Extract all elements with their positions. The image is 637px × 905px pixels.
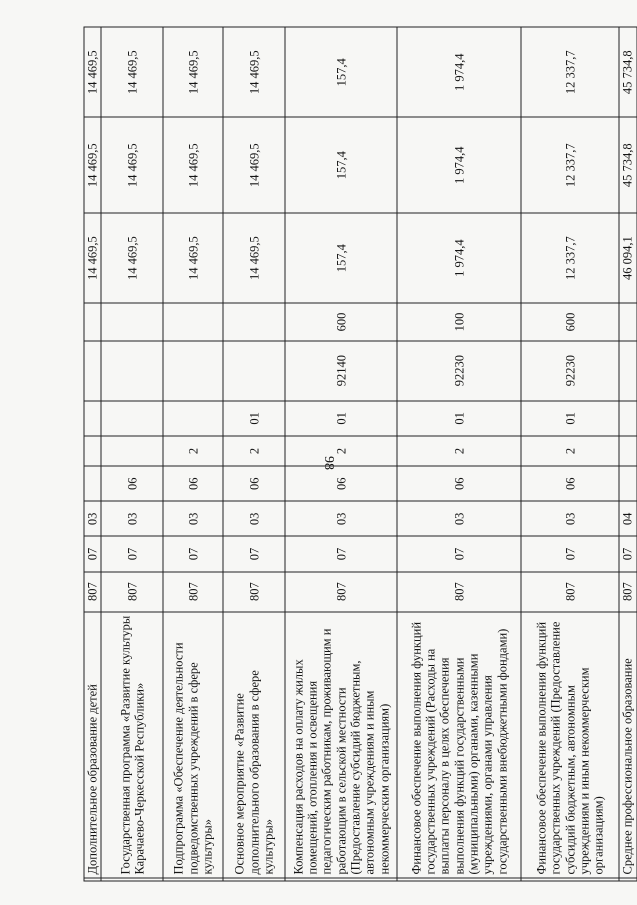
budget-table-container bbox=[84, 27, 635, 882]
cell-v2: 14 469,5 bbox=[163, 118, 223, 213]
cell-c1: 807 bbox=[619, 572, 636, 612]
cell-c6 bbox=[619, 401, 636, 436]
cell-v3: 157,4 bbox=[285, 27, 397, 118]
table-row bbox=[397, 27, 521, 881]
cell-c1: 807 bbox=[521, 572, 619, 612]
cell-v2: 14 469,5 bbox=[84, 118, 101, 213]
cell-c1: 807 bbox=[163, 572, 223, 612]
cell-c2: 07 bbox=[521, 536, 619, 571]
page-number: 98 bbox=[321, 456, 336, 470]
cell-c6: 01 bbox=[285, 401, 397, 436]
cell-c2: 07 bbox=[163, 536, 223, 571]
cell-c6 bbox=[84, 401, 101, 436]
cell-c3: 03 bbox=[101, 501, 163, 536]
cell-v3: 14 469,5 bbox=[84, 27, 101, 118]
cell-c1: 807 bbox=[84, 572, 101, 612]
cell-c2: 07 bbox=[397, 536, 521, 571]
table-margin-cell bbox=[223, 878, 285, 881]
cell-c7 bbox=[101, 341, 163, 401]
cell-c8: 600 bbox=[521, 303, 619, 340]
cell-c7: 92230 bbox=[521, 341, 619, 401]
cell-c2: 07 bbox=[223, 536, 285, 571]
cell-c4 bbox=[619, 466, 636, 501]
cell-v1: 14 469,5 bbox=[84, 213, 101, 303]
table-row bbox=[223, 27, 285, 881]
cell-c7: 92140 bbox=[285, 341, 397, 401]
cell-c8 bbox=[223, 303, 285, 340]
cell-v1: 46 094,1 bbox=[619, 213, 636, 303]
cell-c7 bbox=[619, 341, 636, 401]
table-margin-cell bbox=[84, 878, 101, 881]
cell-v2: 14 469,5 bbox=[223, 118, 285, 213]
table-row bbox=[285, 27, 397, 881]
cell-c5 bbox=[84, 436, 101, 466]
cell-c2: 07 bbox=[84, 536, 101, 571]
cell-c4: 06 bbox=[285, 466, 397, 501]
cell-c8 bbox=[84, 303, 101, 340]
cell-v1: 14 469,5 bbox=[223, 213, 285, 303]
item-name-cell: Дополнительное образование детей bbox=[84, 612, 101, 878]
cell-c5: 2 bbox=[521, 436, 619, 466]
item-name-cell: Финансовое обеспечение выполнения функций государственных учреждений (Предоставление субсидий бюджетным, автономным учреждениям и иным некоммерческим организациям) bbox=[521, 612, 619, 878]
cell-v3: 45 734,8 bbox=[619, 27, 636, 118]
cell-c4 bbox=[84, 466, 101, 501]
cell-v1: 157,4 bbox=[285, 213, 397, 303]
cell-c7 bbox=[223, 341, 285, 401]
cell-c4: 06 bbox=[223, 466, 285, 501]
cell-v2: 12 337,7 bbox=[521, 118, 619, 213]
cell-c1: 807 bbox=[397, 572, 521, 612]
cell-c2: 07 bbox=[285, 536, 397, 571]
cell-c3: 03 bbox=[521, 501, 619, 536]
cell-c4: 06 bbox=[397, 466, 521, 501]
cell-c7: 92230 bbox=[397, 341, 521, 401]
cell-v2: 45 734,8 bbox=[619, 118, 636, 213]
cell-c1: 807 bbox=[101, 572, 163, 612]
cell-v1: 1 974,4 bbox=[397, 213, 521, 303]
cell-v2: 157,4 bbox=[285, 118, 397, 213]
cell-v3: 12 337,7 bbox=[521, 27, 619, 118]
cell-c5 bbox=[619, 436, 636, 466]
table-row bbox=[101, 27, 163, 881]
cell-v1: 14 469,5 bbox=[101, 213, 163, 303]
cell-c8: 600 bbox=[285, 303, 397, 340]
cell-c4: 06 bbox=[101, 466, 163, 501]
budget-table bbox=[84, 27, 637, 882]
cell-v1: 14 469,5 bbox=[163, 213, 223, 303]
cell-v3: 14 469,5 bbox=[223, 27, 285, 118]
cell-c6: 01 bbox=[397, 401, 521, 436]
table-row bbox=[84, 27, 101, 881]
cell-c3: 04 bbox=[619, 501, 636, 536]
cell-c6: 01 bbox=[223, 401, 285, 436]
cell-c5 bbox=[101, 436, 163, 466]
cell-c4: 06 bbox=[521, 466, 619, 501]
item-name-cell: Компенсация расходов на оплату жилых помещений, отопления и освещения педагогическим работникам, проживающим и работающим в сельской местности (Предоставление субсидий бюджетным, автономным учреждениям и иным некоммерческим организациям) bbox=[285, 612, 397, 878]
cell-c8: 100 bbox=[397, 303, 521, 340]
table-margin-cell bbox=[521, 878, 619, 881]
cell-c7 bbox=[163, 341, 223, 401]
cell-c3: 03 bbox=[223, 501, 285, 536]
cell-c3: 03 bbox=[163, 501, 223, 536]
cell-c5: 2 bbox=[223, 436, 285, 466]
table-row bbox=[619, 27, 636, 881]
cell-v2: 1 974,4 bbox=[397, 118, 521, 213]
cell-c5: 2 bbox=[163, 436, 223, 466]
item-name-cell: Основное мероприятие «Развитие дополнительного образования в сфере культуры» bbox=[223, 612, 285, 878]
cell-c2: 07 bbox=[101, 536, 163, 571]
cell-c6: 01 bbox=[521, 401, 619, 436]
table-margin-cell bbox=[397, 878, 521, 881]
cell-v1: 12 337,7 bbox=[521, 213, 619, 303]
cell-c8 bbox=[101, 303, 163, 340]
table-margin-cell bbox=[285, 878, 397, 881]
item-name-cell: Подпрограмма «Обеспечение деятельности подведомственных учреждений в сфере культуры» bbox=[163, 612, 223, 878]
cell-c1: 807 bbox=[223, 572, 285, 612]
cell-c3: 03 bbox=[397, 501, 521, 536]
cell-v2: 14 469,5 bbox=[101, 118, 163, 213]
item-name-cell: Финансовое обеспечение выполнения функций государственных учреждений (Расходы на выплаты персоналу в целях обеспечения выполнения функций государственными (муниципальными) органами, казенными учреждениями, органами управления государственными внебюджетными фондами) bbox=[397, 612, 521, 878]
cell-v3: 14 469,5 bbox=[163, 27, 223, 118]
cell-v3: 1 974,4 bbox=[397, 27, 521, 118]
cell-c3: 03 bbox=[84, 501, 101, 536]
cell-c8 bbox=[619, 303, 636, 340]
cell-c5: 2 bbox=[285, 436, 397, 466]
table-row bbox=[163, 27, 223, 881]
cell-c1: 807 bbox=[285, 572, 397, 612]
table-row bbox=[521, 27, 619, 881]
table-margin-cell bbox=[101, 878, 163, 881]
table-margin-cell bbox=[619, 878, 636, 881]
cell-c3: 03 bbox=[285, 501, 397, 536]
item-name-cell: Среднее профессиональное образование bbox=[619, 612, 636, 878]
cell-c4: 06 bbox=[163, 466, 223, 501]
table-margin-cell bbox=[163, 878, 223, 881]
cell-c5: 2 bbox=[397, 436, 521, 466]
cell-c6 bbox=[163, 401, 223, 436]
cell-c6 bbox=[101, 401, 163, 436]
cell-c2: 07 bbox=[619, 536, 636, 571]
item-name-cell: Государственная программа «Развитие культуры Карачаево-Черкесской Республики» bbox=[101, 612, 163, 878]
cell-c7 bbox=[84, 341, 101, 401]
cell-v3: 14 469,5 bbox=[101, 27, 163, 118]
cell-c8 bbox=[163, 303, 223, 340]
